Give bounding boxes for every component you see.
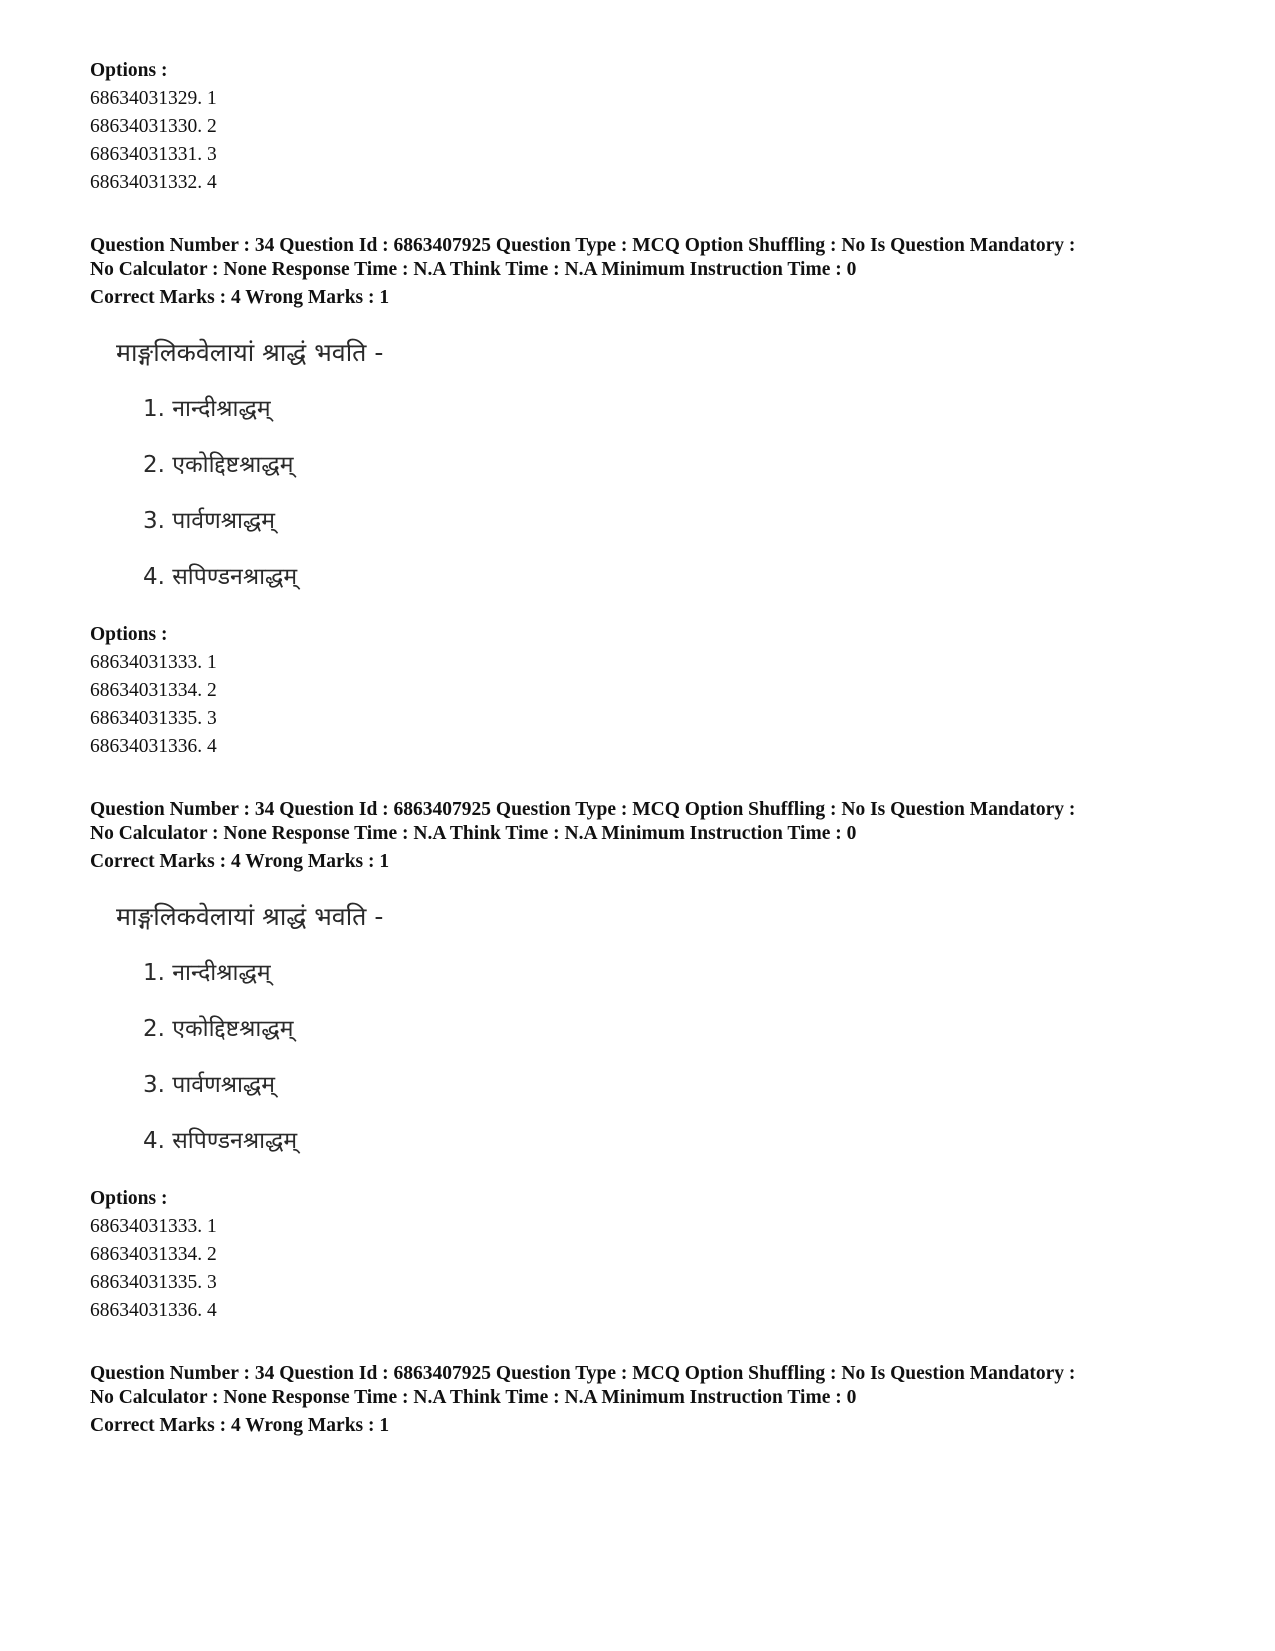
option-item: 68634031329. 1: [90, 88, 217, 109]
question-choice: 2. एकोद्दिष्टश्राद्धम्: [143, 452, 294, 478]
question-stem: माङ्गलिकवेलायां श्राद्धं भवति -: [116, 338, 384, 367]
question-choice: 1. नान्दीश्राद्धम्: [143, 396, 271, 422]
options-block-top: [90, 57, 1230, 197]
question-meta-line: No Calculator : None Response Time : N.A Think Time : N.A Minimum Instruction Time : 0: [90, 822, 857, 844]
options-heading: Options :: [90, 1188, 168, 1209]
question-header: [90, 1362, 1230, 1440]
question-marks: Correct Marks : 4 Wrong Marks : 1: [90, 1415, 390, 1436]
question-choice: 4. सपिण्डनश्राद्धम्: [143, 1128, 298, 1154]
question-header: [90, 798, 1230, 876]
option-item: 68634031336. 4: [90, 1300, 217, 1321]
option-item: 68634031336. 4: [90, 736, 217, 757]
question-image: [116, 902, 516, 1156]
question-choice: 2. एकोद्दिष्टश्राद्धम्: [143, 1016, 294, 1042]
question-marks: Correct Marks : 4 Wrong Marks : 1: [90, 851, 390, 872]
question-marks: Correct Marks : 4 Wrong Marks : 1: [90, 287, 390, 308]
question-meta-line: Question Number : 34 Question Id : 6863407925 Question Type : MCQ Option Shuffling : No Is Question Mandatory :: [90, 799, 1076, 820]
question-meta-line: No Calculator : None Response Time : N.A Think Time : N.A Minimum Instruction Time : 0: [90, 1386, 857, 1408]
question-meta-line: No Calculator : None Response Time : N.A Think Time : N.A Minimum Instruction Time : 0: [90, 258, 857, 280]
question-choice: 3. पार्वणश्राद्धम्: [143, 508, 276, 534]
options-block: [90, 1185, 1230, 1325]
option-item: 68634031332. 4: [90, 172, 217, 193]
option-item: 68634031333. 1: [90, 1216, 217, 1237]
question-header: [90, 234, 1230, 312]
option-item: 68634031334. 2: [90, 680, 217, 701]
options-heading: Options :: [90, 60, 168, 81]
question-stem: माङ्गलिकवेलायां श्राद्धं भवति -: [116, 902, 384, 931]
option-item: 68634031331. 3: [90, 144, 217, 165]
option-item: 68634031333. 1: [90, 652, 217, 673]
question-meta-line: Question Number : 34 Question Id : 6863407925 Question Type : MCQ Option Shuffling : No Is Question Mandatory :: [90, 1363, 1076, 1384]
question-choice: 3. पार्वणश्राद्धम्: [143, 1072, 276, 1098]
options-heading: Options :: [90, 624, 168, 645]
options-block: [90, 621, 1230, 761]
question-choice: 4. सपिण्डनश्राद्धम्: [143, 564, 298, 590]
option-item: 68634031335. 3: [90, 1272, 217, 1293]
question-image: [116, 338, 516, 592]
option-item: 68634031334. 2: [90, 1244, 217, 1265]
question-choice: 1. नान्दीश्राद्धम्: [143, 960, 271, 986]
question-meta-line: Question Number : 34 Question Id : 6863407925 Question Type : MCQ Option Shuffling : No Is Question Mandatory :: [90, 235, 1076, 256]
option-item: 68634031330. 2: [90, 116, 217, 137]
option-item: 68634031335. 3: [90, 708, 217, 729]
